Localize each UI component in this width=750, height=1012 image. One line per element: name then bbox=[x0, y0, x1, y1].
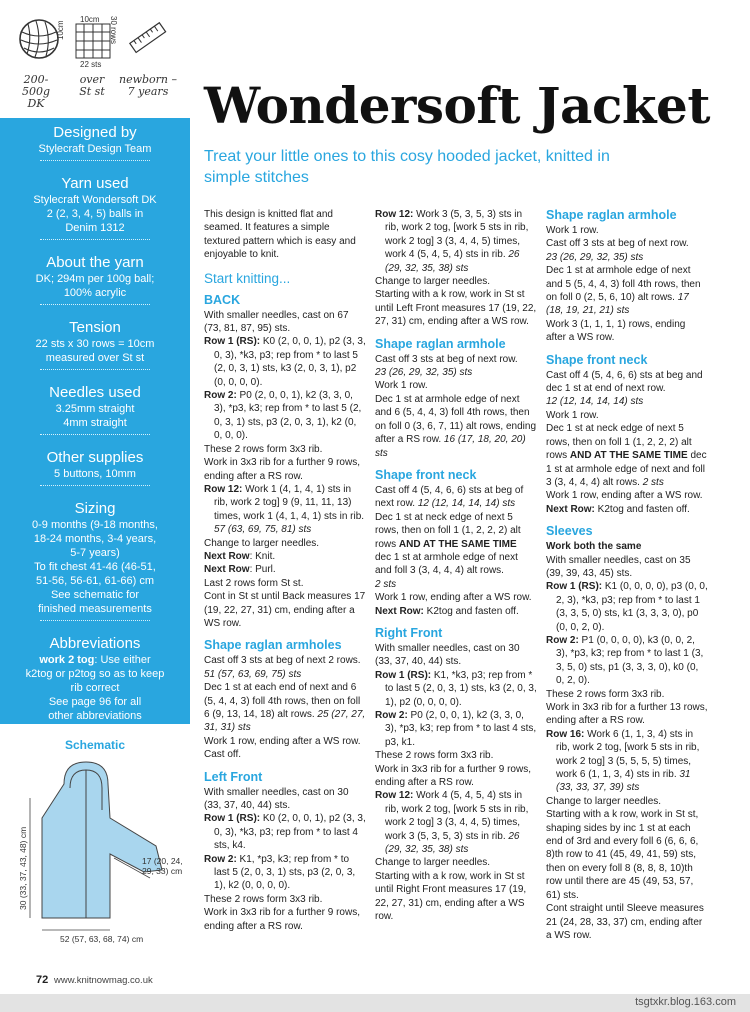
footer-url: www.knitnowmag.co.uk bbox=[54, 975, 153, 986]
instruction: 23 (26, 29, 32, 35) sts bbox=[546, 251, 644, 263]
sizing-heading: Sizing bbox=[74, 500, 116, 517]
instruction: Cast off 3 sts at beg of next 2 rows. 51 (57, 63, 69, 75) sts bbox=[204, 655, 361, 680]
yarn-ball-icon bbox=[18, 18, 60, 60]
start-heading: Start knitting... bbox=[204, 270, 291, 286]
yarn-line: Denim 1312 bbox=[65, 222, 125, 234]
instruction: 2 sts bbox=[375, 578, 397, 590]
icon-strip bbox=[0, 0, 190, 118]
watermark: tsgtxkr.blog.163.com bbox=[635, 996, 736, 1008]
needles-heading: Needles used bbox=[49, 384, 141, 401]
divider bbox=[40, 434, 150, 435]
back-heading: BACK bbox=[204, 292, 241, 307]
abbrev-def: : Use either bbox=[94, 654, 151, 666]
instruction: These 2 rows form 3x3 rib. bbox=[204, 893, 323, 905]
gauge-bottom-label: 22 sts bbox=[80, 60, 102, 69]
sidebar bbox=[0, 0, 190, 724]
instruction: Row 12: Work 3 (5, 3, 5, 3) sts in rib, work 2 tog, [work 5 sts in rib, work 2 tog] 3 (3, 4, 4, 5) times, work 4 (5, 4, 5, 4) sts in rib. 26 (29, 32, 35, 38) sts bbox=[375, 209, 529, 274]
divider bbox=[40, 369, 150, 370]
front-neck-heading: Shape front neck bbox=[546, 352, 648, 367]
abbrev-line: k2tog or p2tog so as to keep bbox=[25, 668, 165, 680]
instruction: Row 2: K1, *p3, k3; rep from * to last 5 (2, 0, 3, 1) sts, p3 (2, 0, 3, 1), k2 (0, 0, 0, 0). bbox=[204, 853, 356, 892]
instruction: Row 2: P0 (2, 0, 0, 1), k2 (3, 3, 0, 3), *p3, k3; rep from * to last 4 sts, p3, k1. bbox=[375, 710, 537, 748]
instruction: Work 1 row. bbox=[546, 225, 599, 236]
tension-line: 22 sts x 30 rows = 10cm bbox=[35, 338, 155, 350]
sleeve-label-1: 17 (20, 24, bbox=[142, 856, 183, 866]
instruction: Next Row: K2tog and fasten off. bbox=[546, 503, 690, 515]
instruction: Work in 3x3 rib for a further 9 rows, ending after a RS row. bbox=[204, 457, 360, 482]
tension-line: measured over St st bbox=[45, 352, 145, 364]
instruction: Starting with a k row, work in St st until Right Front measures 17 (19, 22, 27, 31) cm, ending after a WS row. bbox=[375, 870, 527, 923]
gauge-left-label: 10cm bbox=[56, 20, 65, 40]
instruction: Cast off. bbox=[204, 749, 242, 761]
needles-line: 3.25mm straight bbox=[55, 403, 135, 415]
yarn-heading: Yarn used bbox=[61, 175, 129, 192]
instruction: Dec 1 st at neck edge of next 5 rows, then on foll 1 (1, 2, 2, 2) alt rows AND AT THE SAME TIME dec 1 st at armhole edge of next and foll 3 (3, 4, 4, 4) alt rows. 2 sts bbox=[546, 423, 707, 488]
supplies-section bbox=[0, 443, 190, 494]
instruction: With smaller needles, cast on 30 (33, 37, 40, 44) sts. bbox=[375, 642, 520, 668]
instruction: Work in 3x3 rib for a further 9 rows, ending after a RS row. bbox=[375, 763, 531, 789]
instruction: Work 1 row, ending after a WS row. bbox=[375, 592, 532, 604]
instruction: Work in 3x3 rib for a further 13 rows, ending after a RS row. bbox=[546, 702, 708, 727]
pattern-column-1 bbox=[204, 208, 366, 933]
page-number: 72 bbox=[36, 974, 49, 986]
sleeve-label-2: 29, 33) cm bbox=[142, 866, 183, 876]
tension-note: over St st bbox=[79, 73, 105, 98]
instruction: Change to larger needles. bbox=[546, 795, 662, 807]
needles-line: 4mm straight bbox=[63, 417, 127, 429]
divider bbox=[40, 304, 150, 305]
front-neck-heading: Shape front neck bbox=[375, 467, 477, 482]
instruction: Row 1 (RS): K0 (2, 0, 0, 1), p2 (3, 3, 0, 3), *k3, p3; rep from * to last 4 sts, k4. bbox=[204, 813, 366, 852]
ruler-icon bbox=[128, 18, 168, 58]
sizing-line: 0-9 months (9-18 months, bbox=[32, 519, 158, 531]
instruction: Cast off 3 sts at beg of next row. bbox=[546, 238, 689, 250]
abbrev-line: rib correct bbox=[70, 682, 120, 694]
abbrev-section bbox=[0, 629, 190, 729]
instruction: Dec 1 st at armhole edge of next and 5 (5, 4, 4, 3) foll 4th rows, then on foll 0 (2, 5, 6, 10) alt rows. 17 (18, 19, 21, 21) sts bbox=[546, 265, 701, 317]
divider bbox=[40, 485, 150, 486]
instruction: Change to larger needles. bbox=[204, 537, 320, 549]
age-note: newborn – 7 years bbox=[118, 73, 177, 98]
instruction: Row 2: P0 (2, 0, 0, 1), k2 (3, 3, 0, 3), *p3, k3; rep from * to last 5 (2, 0, 3, 1) sts, p3 (2, 0, 3, 1), k2 (0, 0, 0, 0). bbox=[204, 390, 362, 442]
instruction: Work 1 row. bbox=[375, 380, 428, 392]
instruction: These 2 rows form 3x3 rib. bbox=[204, 443, 323, 455]
instruction: Row 12: Work 1 (4, 1, 4, 1) sts in rib, work 2 tog] 9 (9, 11, 11, 13) times, work 1 (4, 1, 4, 1) sts in rib. 57 (63, 69, 75, 81) sts bbox=[204, 483, 365, 536]
width-label: 52 (57, 63, 68, 74) cm bbox=[60, 934, 144, 944]
instruction: Row 12: Work 4 (5, 4, 5, 4) sts in rib, work 2 tog, [work 5 sts in rib, work 2 tog] 3 (3, 4, 4, 5) times, work 3 (5, 3, 5, 3) sts in rib. 26 (29, 32, 35, 38) sts bbox=[375, 790, 529, 856]
instruction: Change to larger needles. bbox=[375, 276, 491, 288]
instruction: Work 1 row, ending after a WS row. bbox=[546, 490, 703, 502]
instruction: Work 3 (1, 1, 1, 1) rows, ending after a WS row. bbox=[546, 318, 686, 344]
designer-name: Stylecraft Design Team bbox=[38, 143, 152, 155]
instruction: Change to larger needles. bbox=[375, 857, 491, 869]
sizing-line: To fit chest 41-46 (46-51, bbox=[34, 561, 156, 573]
sidebar-info bbox=[0, 118, 190, 729]
pattern-column-2 bbox=[375, 208, 537, 924]
about-section bbox=[0, 248, 190, 313]
instruction: Row 2: P1 (0, 0, 0, 0), k3 (0, 0, 2, 3), *p3, k3; rep from * to last 1 (3, 3, 5, 0) sts, p1 (3, 3, 3, 0), k0 (0, 0, 2, 0). bbox=[546, 634, 704, 687]
abbrev-heading: Abbreviations bbox=[49, 635, 141, 652]
instruction: Cast off 4 (5, 4, 6, 6) sts at beg and dec 1 st at end of next row. bbox=[546, 369, 703, 395]
yarn-section bbox=[0, 169, 190, 248]
abbrev-line: See page 96 for all bbox=[48, 696, 142, 708]
instruction: Row 1 (RS): K0 (2, 0, 0, 1), p2 (3, 3, 0, 3), *k3, p3; rep from * to last 5 (2, 0, 3, 1) sts, k3 (2, 0, 3, 1), p2 (0, 0, 0, 0). bbox=[204, 336, 366, 388]
raglan-heading: Shape raglan armhole bbox=[546, 208, 677, 222]
instruction: Dec 1 st at neck edge of next 5 rows, then on foll 1 (1, 2, 2, 2) alt rows AND AT THE SAME TIME bbox=[375, 511, 521, 550]
about-heading: About the yarn bbox=[46, 254, 144, 271]
weight-note: 200-500g DK bbox=[21, 73, 51, 110]
instruction: Next Row: Purl. bbox=[204, 564, 276, 576]
instruction: Last 2 rows form St st. bbox=[204, 577, 304, 589]
instruction: Work in 3x3 rib for a further 9 rows, ending after a RS row. bbox=[204, 907, 360, 932]
divider bbox=[40, 160, 150, 161]
right-front-heading: Right Front bbox=[375, 625, 443, 640]
sleeves-subheading: Work both the same bbox=[546, 541, 642, 553]
raglan-heading: Shape raglan armholes bbox=[204, 638, 342, 653]
divider bbox=[40, 239, 150, 240]
sizing-line: 5-7 years) bbox=[70, 547, 120, 559]
jacket-schematic-diagram bbox=[6, 760, 190, 950]
sizing-line: See schematic for bbox=[50, 589, 140, 601]
abbrev-line bbox=[8, 653, 182, 667]
instruction: Work 1 row. bbox=[546, 409, 599, 421]
schematic-title: Schematic bbox=[64, 738, 126, 752]
instruction: Row 16: Work 6 (1, 1, 3, 4) sts in rib, work 2 tog, [work 5 sts in rib, work 2 tog] 3 (5, 5, 5, 5) times, work 6 (1, 1, 3, 4) sts in rib. 31 (33, 33, 37, 39) sts bbox=[546, 728, 700, 794]
tension-heading: Tension bbox=[69, 319, 121, 336]
supplies-heading: Other supplies bbox=[46, 449, 144, 466]
instruction: Cast off 3 sts at beg of next row. bbox=[375, 353, 518, 365]
tension-section bbox=[0, 313, 190, 378]
about-line: DK; 294m per 100g ball; bbox=[35, 273, 155, 285]
divider bbox=[40, 620, 150, 621]
instruction: Starting with a k row, work in St st, shaping sides by inc 1 st at each end of 3rd and every foll 6 (6, 6, 6, 8)th row to 41 (45, 49, 41, 59) sts, then on every foll 8 (8, 8, 8, 10)th row until there are 45 (49, 53, 57, 61) sts. bbox=[546, 809, 699, 901]
sizing-line: finished measurements bbox=[38, 603, 152, 615]
instruction: Next Row: K2tog and fasten off. bbox=[375, 605, 519, 617]
yarn-line: Stylecraft Wondersoft DK bbox=[33, 194, 157, 206]
about-line: 100% acrylic bbox=[63, 287, 127, 299]
designer-heading: Designed by bbox=[53, 124, 137, 141]
left-front-heading: Left Front bbox=[204, 769, 263, 784]
instruction: Cast off 4 (5, 4, 6, 6) sts at beg of next row. 12 (12, 14, 14, 14) sts bbox=[375, 484, 524, 510]
page-title: Wondersoft Jacket bbox=[204, 76, 710, 135]
intro-text: This design is knitted flat and seamed. It features a simple textured pattern which is easy and enjoyable to knit. bbox=[204, 209, 356, 261]
instruction: These 2 rows form 3x3 rib. bbox=[546, 688, 665, 700]
instruction: Starting with a k row, work in St st until Left Front measures 17 (19, 22, 27, 31) cm, ending after a WS row. bbox=[375, 289, 537, 328]
instruction: 12 (12, 14, 14, 14) sts bbox=[546, 396, 644, 408]
page-subtitle: Treat your little ones to this cosy hooded jacket, knitted in simple stitches bbox=[204, 148, 610, 186]
raglan-heading: Shape raglan armhole bbox=[375, 336, 506, 351]
instruction: Row 1 (RS): K1 (0, 0, 0, 0), p3 (0, 0, 2, 3), *k3, p3; rep from * to last 1 (3, 3, 5, 0) sts, k1 (3, 3, 3, 0), p0 (0, 0, 2, 0). bbox=[546, 581, 708, 633]
height-label: 30 (33, 37, 43, 48) cm bbox=[18, 826, 28, 910]
gauge-rows-label: 30 rows bbox=[109, 16, 118, 45]
pattern-column-3 bbox=[546, 208, 708, 942]
abbrev-term: work 2 tog bbox=[39, 654, 95, 666]
instruction: Cont straight until Sleeve measures 21 (24, 28, 33, 37) cm, ending after a WS row. bbox=[546, 903, 704, 941]
sizing-line: 18-24 months, 3-4 years, bbox=[33, 533, 157, 545]
instruction: Work 1 row, ending after a WS row. bbox=[204, 735, 361, 747]
abbrev-line: other abbreviations bbox=[48, 710, 142, 722]
designer-section bbox=[0, 118, 190, 169]
yarn-line: 2 (2, 3, 4, 5) balls in bbox=[46, 208, 144, 220]
instruction: Dec 1 st at armhole edge of next and 6 (5, 4, 4, 3) foll 4th rows, then on foll 0 (3, 6, 7, 11) alt rows, ending after a RS row. 16 (17, 18, 20, 20) sts bbox=[375, 393, 537, 459]
instruction: dec 1 st at armhole edge of next and foll 3 (3, 4, 4, 4) alt rows. bbox=[375, 551, 518, 577]
instruction: Next Row: Knit. bbox=[204, 550, 276, 562]
instruction: With smaller needles, cast on 67 (73, 81, 87, 95) sts. bbox=[204, 309, 349, 335]
instruction: Cont in St st until Back measures 17 (19, 22, 27, 31) cm, ending after a WS row. bbox=[204, 591, 366, 629]
instruction: Dec 1 st at each end of next and 6 (5, 4, 4, 3) foll 4th rows, then on foll 6 (9, 13, 14, 18) alt rows. 25 (27, 27, 31, 31) sts bbox=[204, 682, 366, 734]
sleeves-heading: Sleeves bbox=[546, 524, 593, 539]
instruction: With smaller needles, cast on 35 (39, 39, 43, 45) sts. bbox=[546, 554, 691, 579]
instruction: These 2 rows form 3x3 rib. bbox=[375, 750, 494, 762]
instruction: Row 1 (RS): K1, *k3, p3; rep from * to last 5 (2, 0, 3, 1) sts, k3 (2, 0, 3, 1), p2 (0, 0, 0, 0). bbox=[375, 669, 537, 708]
needles-section bbox=[0, 378, 190, 443]
instruction: 23 (26, 29, 32, 35) sts bbox=[375, 367, 473, 379]
sizing-line: 51-56, 56-61, 61-66) cm bbox=[35, 575, 154, 587]
instruction: With smaller needles, cast on 30 (33, 37, 40, 44) sts. bbox=[204, 786, 349, 812]
gauge-top-label: 10cm bbox=[80, 15, 100, 24]
sizing-section bbox=[0, 494, 190, 629]
supplies-line: 5 buttons, 10mm bbox=[54, 468, 136, 480]
